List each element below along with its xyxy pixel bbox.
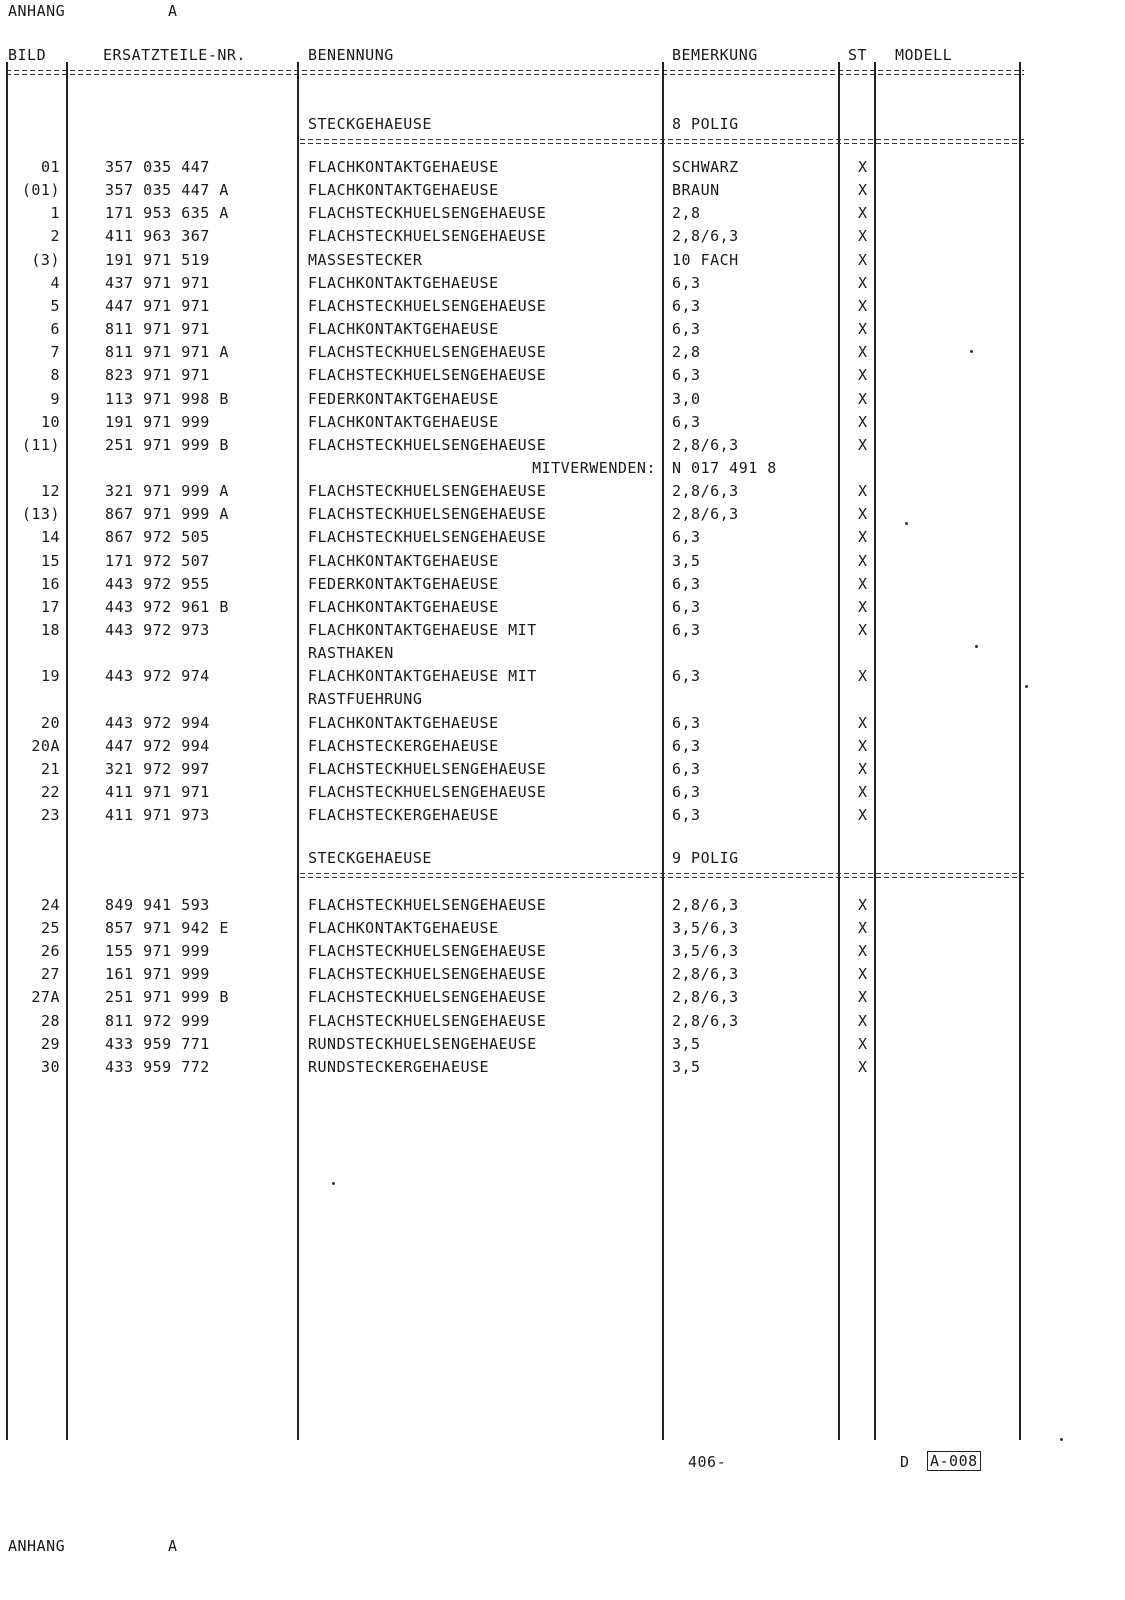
- appendix-label: ANHANG: [8, 2, 66, 20]
- part-number-cell: 867 972 505: [105, 528, 210, 547]
- part-number-cell: 849 941 593: [105, 896, 210, 914]
- appendix-label-next: ANHANG: [8, 1537, 66, 1555]
- bild-cell: (3): [31, 250, 60, 269]
- bild-cell: 27: [40, 965, 60, 984]
- st-cell: X: [858, 227, 868, 246]
- bemerkung-cell: BRAUN: [672, 181, 720, 200]
- st-cell: X: [858, 482, 868, 501]
- st-cell: X: [858, 412, 868, 431]
- part-number-cell: 411 971 973: [105, 806, 210, 825]
- benennung-cell: FLACHKONTAKTGEHAEUSE: [308, 273, 499, 292]
- st-cell: X: [858, 320, 868, 339]
- part-number-cell: 433 959 771: [105, 1034, 210, 1053]
- st-cell: X: [858, 783, 868, 802]
- benennung-cell: FLACHSTECKHUELSENGEHAEUSE: [308, 435, 547, 454]
- bemerkung-cell: 3,5: [672, 1034, 701, 1053]
- st-cell: X: [858, 389, 868, 408]
- section-remark: 9 POLIG: [672, 849, 739, 867]
- bild-cell: 4: [50, 273, 60, 292]
- benennung-cell: FLACHSTECKHUELSENGEHAEUSE: [308, 942, 547, 961]
- bild-cell: 30: [40, 1057, 60, 1076]
- bild-cell: 20: [40, 713, 60, 732]
- benennung-cell: FLACHSTECKHUELSENGEHAEUSE: [308, 482, 547, 501]
- part-number-cell: 811 972 999: [105, 1011, 210, 1030]
- col-header-bemerkung: BEMERKUNG: [672, 46, 758, 64]
- bemerkung-cell: 2,8/6,3: [672, 896, 739, 914]
- benennung-cell: FEDERKONTAKTGEHAEUSE: [308, 389, 499, 408]
- benennung-cell: FLACHSTECKHUELSENGEHAEUSE: [308, 528, 547, 547]
- benennung-cell: FLACHKONTAKTGEHAEUSE: [308, 551, 499, 570]
- st-cell: X: [858, 204, 868, 223]
- part-number-cell: 823 971 971: [105, 366, 210, 385]
- st-cell: X: [858, 621, 868, 639]
- bild-cell: 17: [40, 597, 60, 616]
- col-header-benennung: BENENNUNG: [308, 46, 394, 64]
- part-number-cell: 443 972 955: [105, 574, 210, 593]
- benennung-cell: MASSESTECKER: [308, 250, 423, 269]
- header-rule: [6, 70, 1024, 76]
- benennung-cell: FLACHSTECKHUELSENGEHAEUSE: [308, 1011, 547, 1030]
- bemerkung-cell: 3,5/6,3: [672, 919, 739, 938]
- benennung-cell: FEDERKONTAKTGEHAEUSE: [308, 574, 499, 593]
- part-number-cell: 161 971 999: [105, 965, 210, 984]
- bild-cell: (13): [21, 505, 60, 524]
- bemerkung-cell: 3,0: [672, 389, 701, 408]
- bild-cell: 19: [40, 667, 60, 686]
- part-number-cell: 155 971 999: [105, 942, 210, 961]
- col-line-left: [6, 62, 8, 1440]
- bemerkung-cell: 6,3: [672, 621, 701, 639]
- bild-cell: 5: [50, 296, 60, 315]
- appendix-letter-next: A: [168, 1537, 178, 1555]
- benennung-cell: FLACHSTECKHUELSENGEHAEUSE: [308, 759, 547, 778]
- bemerkung-cell: 10 FACH: [672, 250, 739, 269]
- part-number-cell: 411 971 971: [105, 783, 210, 802]
- bild-cell: 10: [40, 412, 60, 431]
- col-header-st: ST: [848, 46, 868, 64]
- benennung-cell: FLACHKONTAKTGEHAEUSE: [308, 713, 499, 732]
- st-cell: X: [858, 505, 868, 524]
- benennung-cell: FLACHSTECKHUELSENGEHAEUSE: [308, 204, 547, 223]
- st-cell: X: [858, 597, 868, 616]
- part-number-cell: 811 971 971: [105, 320, 210, 339]
- benennung-cell: RUNDSTECKERGEHAEUSE: [308, 1057, 490, 1076]
- appendix-letter: A: [168, 2, 178, 20]
- bemerkung-cell: 2,8/6,3: [672, 435, 739, 454]
- bild-cell: 14: [40, 528, 60, 547]
- part-number-cell: 171 972 507: [105, 551, 210, 570]
- bild-cell: 8: [50, 366, 60, 385]
- benennung-cell: RUNDSTECKHUELSENGEHAEUSE: [308, 1034, 537, 1053]
- bild-cell: 20A: [31, 736, 60, 755]
- part-number-cell: 321 971 999 A: [105, 482, 229, 501]
- bild-cell: 2: [50, 227, 60, 246]
- bild-cell: 9: [50, 389, 60, 408]
- bemerkung-cell: 2,8: [672, 204, 701, 223]
- benennung-cell: FLACHKONTAKTGEHAEUSE: [308, 320, 499, 339]
- bild-cell: 12: [40, 482, 60, 501]
- part-number-cell: 191 971 999: [105, 412, 210, 431]
- bemerkung-cell: 6,3: [672, 366, 701, 385]
- bemerkung-cell: 2,8/6,3: [672, 965, 739, 984]
- bemerkung-cell: 6,3: [672, 736, 701, 755]
- bild-cell: 27A: [31, 988, 60, 1007]
- part-number-cell: 113 971 998 B: [105, 389, 229, 408]
- benennung-cell: FLACHKONTAKTGEHAEUSE: [308, 181, 499, 200]
- benennung-cell: FLACHKONTAKTGEHAEUSE: [308, 597, 499, 616]
- bild-cell: 22: [40, 783, 60, 802]
- st-cell: X: [858, 667, 868, 686]
- st-cell: X: [858, 1034, 868, 1053]
- st-cell: X: [858, 250, 868, 269]
- st-cell: X: [858, 965, 868, 984]
- st-cell: X: [858, 551, 868, 570]
- part-number-cell: 357 035 447: [105, 158, 210, 176]
- part-number-cell: 357 035 447 A: [105, 181, 229, 200]
- part-number-cell: 867 971 999 A: [105, 505, 229, 524]
- bild-cell: 23: [40, 806, 60, 825]
- scan-speck: [1060, 1438, 1063, 1441]
- bemerkung-cell: 6,3: [672, 759, 701, 778]
- benennung-cell: RASTFUEHRUNG: [308, 690, 423, 709]
- benennung-cell: FLACHSTECKHUELSENGEHAEUSE: [308, 505, 547, 524]
- bild-cell: 25: [40, 919, 60, 938]
- part-number-cell: 411 963 367: [105, 227, 210, 246]
- part-number-cell: 811 971 971 A: [105, 343, 229, 362]
- bild-cell: 6: [50, 320, 60, 339]
- part-number-cell: 447 971 971: [105, 296, 210, 315]
- st-cell: X: [858, 435, 868, 454]
- benennung-cell: FLACHSTECKHUELSENGEHAEUSE: [308, 296, 547, 315]
- section-title: STECKGEHAEUSE: [308, 115, 432, 133]
- st-cell: X: [858, 1011, 868, 1030]
- page-code-box: A-008: [927, 1451, 981, 1471]
- benennung-cell: MITVERWENDEN:: [532, 458, 656, 477]
- benennung-cell: RASTHAKEN: [308, 644, 394, 663]
- bild-cell: 26: [40, 942, 60, 961]
- st-cell: X: [858, 1057, 868, 1076]
- col-line-bild: [66, 62, 68, 1440]
- bemerkung-cell: 6,3: [672, 296, 701, 315]
- col-header-bild: BILD: [8, 46, 47, 64]
- benennung-cell: FLACHSTECKHUELSENGEHAEUSE: [308, 783, 547, 802]
- bemerkung-cell: 6,3: [672, 597, 701, 616]
- bild-cell: 7: [50, 343, 60, 362]
- bild-cell: (11): [21, 435, 60, 454]
- bemerkung-cell: 6,3: [672, 713, 701, 732]
- bemerkung-cell: 2,8: [672, 343, 701, 362]
- part-number-cell: 321 972 997: [105, 759, 210, 778]
- bemerkung-cell: 3,5: [672, 1057, 701, 1076]
- st-cell: X: [858, 713, 868, 732]
- scan-speck: [332, 1182, 335, 1185]
- bemerkung-cell: 6,3: [672, 783, 701, 802]
- scan-speck: [1025, 685, 1028, 688]
- bemerkung-cell: 3,5: [672, 551, 701, 570]
- benennung-cell: FLACHSTECKERGEHAEUSE: [308, 806, 499, 825]
- benennung-cell: FLACHSTECKHUELSENGEHAEUSE: [308, 366, 547, 385]
- scan-speck: [975, 645, 978, 648]
- col-line-right: [1019, 62, 1021, 1440]
- bemerkung-cell: 6,3: [672, 273, 701, 292]
- section-remark: 8 POLIG: [672, 115, 739, 133]
- st-cell: X: [858, 736, 868, 755]
- bemerkung-cell: 2,8/6,3: [672, 988, 739, 1007]
- bemerkung-cell: 3,5/6,3: [672, 942, 739, 961]
- benennung-cell: FLACHKONTAKTGEHAEUSE: [308, 919, 499, 938]
- benennung-cell: FLACHSTECKHUELSENGEHAEUSE: [308, 965, 547, 984]
- bemerkung-cell: 2,8/6,3: [672, 227, 739, 246]
- bemerkung-cell: 2,8/6,3: [672, 482, 739, 501]
- benennung-cell: FLACHSTECKHUELSENGEHAEUSE: [308, 988, 547, 1007]
- part-number-cell: 171 953 635 A: [105, 204, 229, 223]
- st-cell: X: [858, 919, 868, 938]
- benennung-cell: FLACHSTECKERGEHAEUSE: [308, 736, 499, 755]
- benennung-cell: FLACHKONTAKTGEHAEUSE MIT: [308, 667, 537, 686]
- st-cell: X: [858, 296, 868, 315]
- part-number-cell: 443 972 961 B: [105, 597, 229, 616]
- bemerkung-cell: 6,3: [672, 574, 701, 593]
- bemerkung-cell: 2,8/6,3: [672, 505, 739, 524]
- part-number-cell: 251 971 999 B: [105, 988, 229, 1007]
- bild-cell: 29: [40, 1034, 60, 1053]
- col-header-modell: MODELL: [895, 46, 953, 64]
- st-cell: X: [858, 158, 868, 176]
- section-title: STECKGEHAEUSE: [308, 849, 432, 867]
- st-cell: X: [858, 181, 868, 200]
- col-line-benennung: [662, 62, 664, 1440]
- part-number-cell: 191 971 519: [105, 250, 210, 269]
- st-cell: X: [858, 343, 868, 362]
- code-letter: D: [900, 1453, 910, 1471]
- bemerkung-cell: 6,3: [672, 320, 701, 339]
- st-cell: X: [858, 528, 868, 547]
- part-number-cell: 433 959 772: [105, 1057, 210, 1076]
- part-number-cell: 443 972 973: [105, 621, 210, 639]
- bild-cell: 01: [40, 158, 60, 176]
- bemerkung-cell: 6,3: [672, 806, 701, 825]
- part-number-cell: 251 971 999 B: [105, 435, 229, 454]
- part-number-cell: 447 972 994: [105, 736, 210, 755]
- benennung-cell: FLACHKONTAKTGEHAEUSE MIT: [308, 621, 537, 639]
- col-line-bemerkung: [838, 62, 840, 1440]
- bild-cell: 16: [40, 574, 60, 593]
- benennung-cell: FLACHKONTAKTGEHAEUSE: [308, 412, 499, 431]
- section-rule: [300, 139, 1024, 145]
- st-cell: X: [858, 366, 868, 385]
- st-cell: X: [858, 574, 868, 593]
- benennung-cell: FLACHSTECKHUELSENGEHAEUSE: [308, 343, 547, 362]
- bemerkung-cell: N 017 491 8: [672, 458, 777, 477]
- col-header-ersatzteile-nr: ERSATZTEILE-NR.: [103, 46, 246, 64]
- bemerkung-cell: 6,3: [672, 667, 701, 686]
- benennung-cell: FLACHSTECKHUELSENGEHAEUSE: [308, 896, 547, 914]
- st-cell: X: [858, 988, 868, 1007]
- bild-cell: 1: [50, 204, 60, 223]
- bild-cell: (01): [21, 181, 60, 200]
- part-number-cell: 857 971 942 E: [105, 919, 229, 938]
- scan-speck: [905, 522, 908, 525]
- st-cell: X: [858, 759, 868, 778]
- section-rule: [300, 873, 1024, 879]
- part-number-cell: 443 972 974: [105, 667, 210, 686]
- col-line-st: [874, 62, 876, 1440]
- bild-cell: 28: [40, 1011, 60, 1030]
- part-number-cell: 443 972 994: [105, 713, 210, 732]
- part-number-cell: 437 971 971: [105, 273, 210, 292]
- page-number: 406-: [688, 1453, 727, 1471]
- st-cell: X: [858, 896, 868, 914]
- col-line-nr: [297, 62, 299, 1440]
- bild-cell: 21: [40, 759, 60, 778]
- bild-cell: 15: [40, 551, 60, 570]
- bild-cell: 18: [40, 621, 60, 639]
- benennung-cell: FLACHSTECKHUELSENGEHAEUSE: [308, 227, 547, 246]
- bemerkung-cell: 2,8/6,3: [672, 1011, 739, 1030]
- st-cell: X: [858, 942, 868, 961]
- bemerkung-cell: 6,3: [672, 528, 701, 547]
- bemerkung-cell: SCHWARZ: [672, 158, 739, 176]
- bild-cell: 24: [40, 896, 60, 914]
- bemerkung-cell: 6,3: [672, 412, 701, 431]
- st-cell: X: [858, 273, 868, 292]
- scan-speck: [970, 350, 973, 353]
- st-cell: X: [858, 806, 868, 825]
- benennung-cell: FLACHKONTAKTGEHAEUSE: [308, 158, 499, 176]
